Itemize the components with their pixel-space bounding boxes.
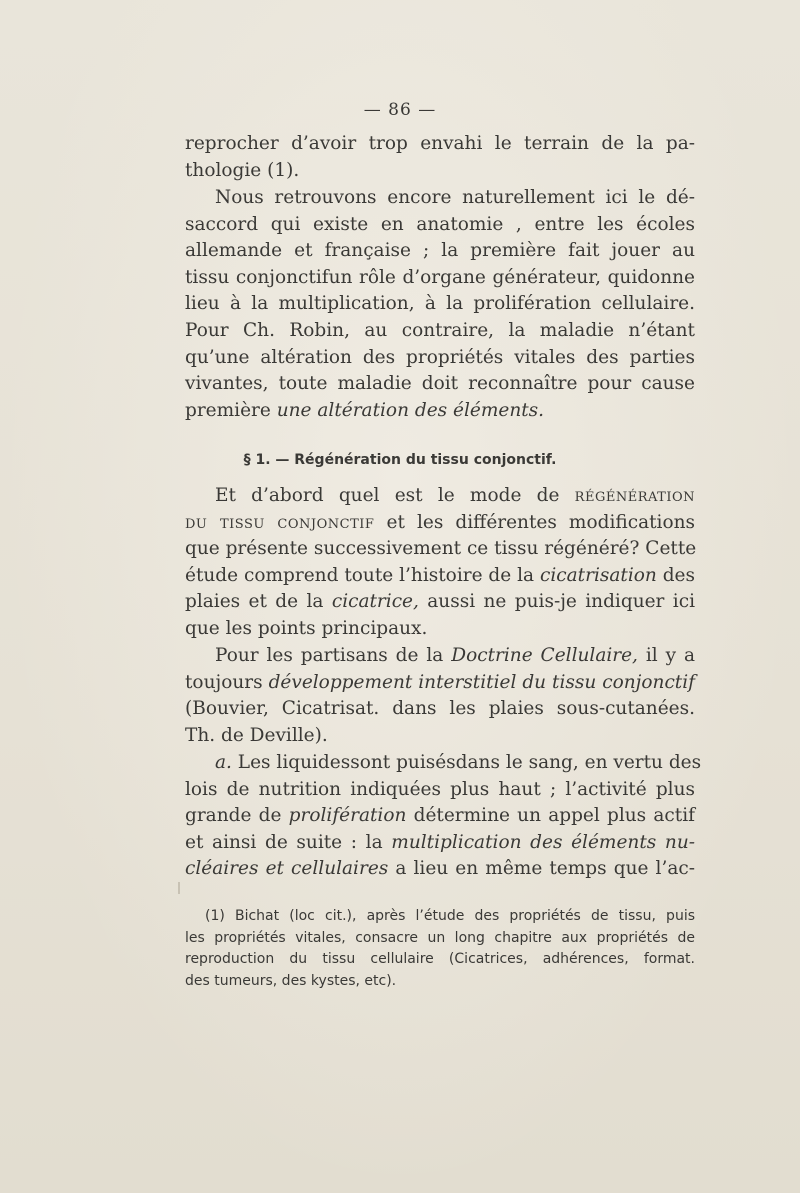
text-line: allemande et française ; la première fait jouer au — [185, 240, 695, 262]
text-segment: Les liquidessont puisésdans le sang, en vertu des — [231, 752, 702, 773]
text-line: vivantes, toute maladie doit reconnaître pour cause — [185, 373, 695, 395]
text-line: Nous retrouvons encore naturellement ici le dé- — [215, 187, 695, 208]
italic-phrase: développement interstitiel du tissu conjonctif — [268, 671, 695, 693]
text-line — [185, 830, 695, 857]
paragraph-cellular-doctrine — [185, 643, 695, 749]
italic-phrase: une altération des éléments. — [276, 399, 545, 421]
text-line: lois de nutrition indiquées plus haut ; l’activité plus — [185, 778, 695, 800]
italic-phrase: multiplication des éléments nu- — [391, 831, 695, 853]
paragraph-liquids — [185, 750, 702, 883]
text-line: thologie (1). — [185, 159, 300, 181]
text-segment: plaies et de la — [185, 591, 332, 613]
text-segment: et les différentes modifications — [374, 511, 696, 533]
text-line: que les points principaux. — [185, 617, 428, 639]
section-heading: § 1. — Régénération du tissu conjonctif. — [243, 452, 557, 468]
italic-phrase: a. — [215, 752, 232, 773]
footnote-line: des tumeurs, des kystes, etc). — [185, 972, 397, 989]
italic-phrase: cicatrisation — [540, 564, 657, 586]
text-segment: étude comprend toute l’histoire de la — [185, 564, 540, 586]
small-caps-phrase: régénération — [574, 485, 695, 506]
text-segment: grande de — [185, 805, 289, 827]
text-segment: détermine un appel plus actif — [406, 805, 695, 827]
text-line — [185, 856, 695, 883]
text-line — [185, 803, 695, 830]
text-line: saccord qui existe en anatomie , entre les écoles — [185, 213, 695, 235]
text-line — [185, 510, 695, 537]
text-line — [185, 398, 695, 425]
text-line: qu’une altération des propriétés vitales des parties — [185, 346, 695, 368]
text-line: que présente successivement ce tissu régénéré? Cette — [185, 538, 697, 560]
footnote-line: reproduction du tissu cellulaire (Cicatrices, adhérences, format. — [185, 951, 695, 967]
text-segment: toujours — [185, 671, 269, 693]
text-segment: première — [185, 399, 277, 421]
text-line: Th. de Deville). — [185, 724, 328, 746]
text-line: (Bouvier, Cicatrisat. dans les plaies sous-cutanées. — [185, 698, 695, 720]
footnote — [185, 906, 695, 992]
margin-mark — [178, 882, 180, 894]
footnote-line: les propriétés vitales, consacre un long chapitre aux propriétés de — [185, 929, 695, 946]
text-line — [185, 563, 695, 590]
text-line — [185, 589, 695, 616]
text-segment: et ainsi de suite : la — [185, 831, 392, 853]
text-line — [185, 670, 695, 697]
italic-phrase: cicatrice, — [331, 591, 419, 613]
italic-phrase: cléaires et cellulaires — [185, 858, 389, 880]
text-segment: a lieu en même temps que l’ac- — [388, 858, 695, 880]
text-line: Pour Ch. Robin, au contraire, la maladie n’étant — [185, 319, 695, 341]
paragraph-regeneration — [185, 483, 695, 643]
paragraph-continuation — [185, 131, 695, 184]
text-line: lieu à la multiplication, à la prolifération cellulaire. — [185, 293, 695, 315]
italic-phrase: Doctrine Cellulaire, — [451, 645, 638, 666]
page-number: — 86 — — [363, 100, 437, 120]
text-segment: aussi ne puis-je indiquer ici — [418, 591, 695, 613]
text-line: tissu conjonctifun rôle d’organe générateur, quidonne — [185, 266, 695, 288]
italic-phrase: prolifération — [288, 805, 407, 827]
small-caps-phrase: du tissu conjonctif — [185, 511, 375, 533]
text-segment: Pour les partisans de la — [215, 645, 452, 666]
footnote-line: (1) Bichat (loc cit.), après l’étude des propriétés de tissu, puis — [205, 908, 695, 924]
text-segment: Et d’abord quel est le mode de — [215, 485, 575, 506]
text-line — [185, 750, 702, 777]
paragraph-doctrine — [185, 185, 695, 424]
text-line — [185, 643, 695, 670]
text-line — [185, 483, 695, 510]
text-segment: il y a — [637, 645, 695, 666]
text-line: reprocher d’avoir trop envahi le terrain de la pa- — [185, 133, 695, 154]
text-segment: des — [656, 564, 695, 586]
